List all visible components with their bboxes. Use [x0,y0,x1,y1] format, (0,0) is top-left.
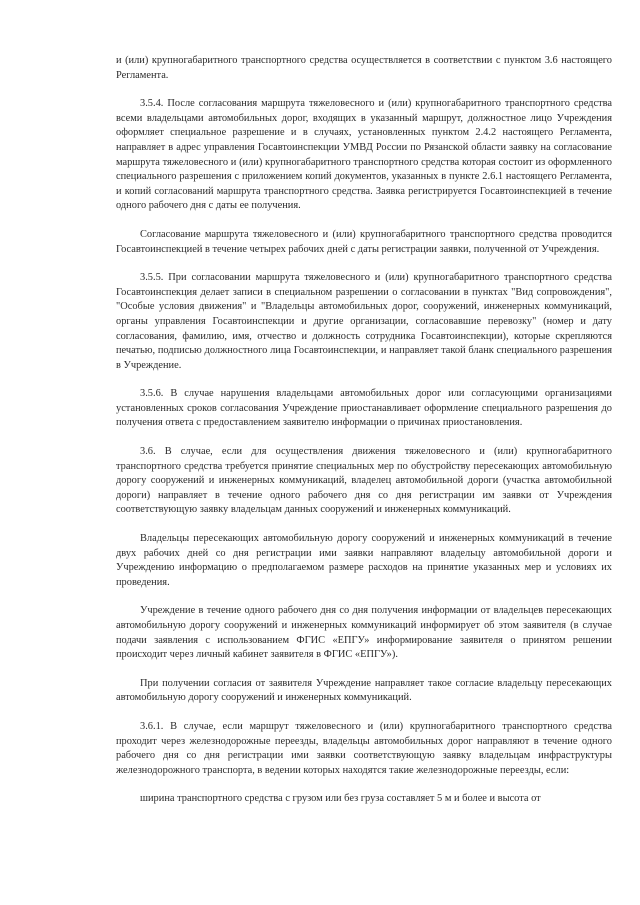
paragraph-continuation: и (или) крупногабаритного транспортного средства осуществляется в соответствии с пунктом 3.6 настоящего Регламента. [116,55,612,81]
paragraph-3-5-6: 3.5.6. В случае нарушения владельцами автомобильных дорог или согласующими организациями установленных сроков согласования Учреждение приостанавливает оформление специального разрешения до получения ответа с предоставлением заявителю информации о причинах приостановления. [116,388,612,429]
paragraph-3-6-1: 3.6.1. В случае, если маршрут тяжеловесного и (или) крупногабаритного транспортного средства проходит через железнодорожные переезды, владельцы автомобильных дорог направляют в течение одного рабочего дня со дня регистрации ими заявки соответствующую заявку владельцам инфраструктуры железнодорожного транспорта, в ведении которых находятся такие железнодорожные переезды, если: [116,720,612,776]
document-body [116,54,612,807]
paragraph-approval-term: Согласование маршрута тяжеловесного и (или) крупногабаритного транспортного средства проводится Госавтоинспекцией в течение четырех рабочих дней с даты регистрации заявки, полученной от Учреждения. [116,228,612,255]
paragraph-width-condition: ширина транспортного средства с грузом или без груза составляет 5 м и более и высота от [140,793,541,805]
paragraph-owners-info: Владельцы пересекающих автомобильную дорогу сооружений и инженерных коммуникаций в течение двух рабочих дней со дня регистрации ими заявки направляют владельцу автомобильной дороги и Учреждению информацию о предполагаемом размере расходов на принятие указанных мер и условиях их проведения. [116,533,612,588]
paragraph-3-5-4: 3.5.4. После согласования маршрута тяжеловесного и (или) крупногабаритного транспортного средства всеми владельцами автомобильных дорог, входящих в указанный маршрут, должностное лицо Учреждения оформляет специальное разрешение и в случаях, установленных пунктом 2.4.2 настоящего Регламента, направляет в адрес управления Госавтоинспекции УМВД России по Рязанской области заявку на согласование маршрута тяжеловесного и (или) крупногабаритного транспортного средства которая состоит из оформленного специального разрешения с приложением копий документов, указанных в пункте 2.6.1 настоящего Регламента, и копий согласований маршрута транспортного средства. Заявка регистрируется Госавтоинспекцией в течение одного рабочего дня с даты ее получения. [116,98,612,212]
paragraph-consent: При получении согласия от заявителя Учреждение направляет такое согласие владельцу пересекающих автомобильную дорогу сооружений и инженерных коммуникаций. [116,677,612,704]
paragraph-3-5-5: 3.5.5. При согласовании маршрута тяжеловесного и (или) крупногабаритного транспортного средства Госавтоинспекция делает записи в специальном разрешении о согласовании в пунктах "Вид сопровождения", "Особые условия движения" и "Владельцы автомобильных дорог, сооружений, инженерных коммуникаций, органы управления Госавтоинспекции и другие организации, согласовавшие перевозку" (номер и дату согласования, фамилию, имя, отчество и должность сотрудника Госавтоинспекции), которые скрепляются печатью, подписью должностного лица Госавтоинспекции, и направляет такой бланк специального разрешения в Учреждение. [116,272,612,371]
paragraph-3-6: 3.6. В случае, если для осуществления движения тяжеловесного и (или) крупногабаритного транспортного средства требуется принятие специальных мер по обустройству пересекающих автомобильную дорогу сооружений и инженерных коммуникаций, владелец автомобильной дороги (участка автомобильной дороги) направляет в течение одного рабочего дня со дня регистрации им заявки от Учреждения соответствующую заявку владельцам данных сооружений и инженерных коммуникаций. [116,446,612,516]
paragraph-applicant-info: Учреждение в течение одного рабочего дня со дня получения информации от владельцев пересекающих автомобильную дорогу сооружений и инженерных коммуникаций информирует об этом заявителя (в случае подачи заявления с использованием ФГИС «ЕПГУ» информирование заявителя о принятом решении происходит через личный кабинет заявителя в ФГИС «ЕПГУ»). [116,605,612,661]
